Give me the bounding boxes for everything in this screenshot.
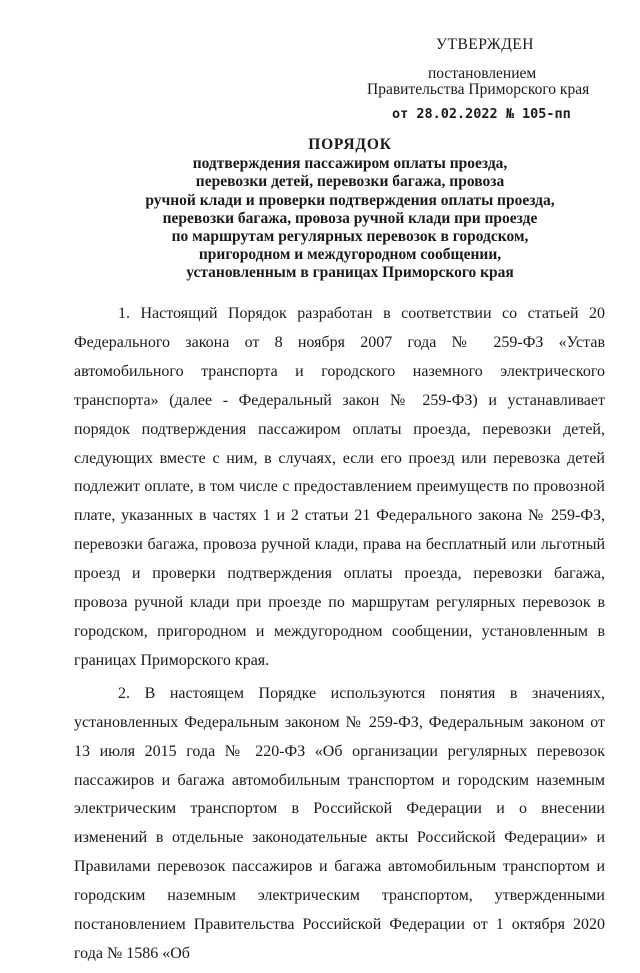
approval-stamp (0, 36, 640, 126)
heading-line: установленным в границах Приморского края (186, 264, 514, 282)
approval-date-number: от 28.02.2022 № 105-пп (392, 106, 571, 122)
heading-line: перевозки детей, перевозки багажа, провоза (195, 173, 505, 191)
approval-line-2: Правительства Приморского края (367, 81, 590, 98)
heading-line: ручной клади и проверки подтверждения оплаты проезда, (145, 191, 555, 209)
heading-line: подтверждения пассажиром оплаты проезда, (192, 155, 508, 173)
approval-line-1: постановлением (428, 65, 537, 82)
approval-title: УТВЕРЖДЕН (436, 36, 534, 53)
heading-line: по маршрутам регулярных перевозок в городском, (171, 228, 529, 246)
paragraph-2: 2. В настоящем Порядке используются понятия в значениях, установленных Федеральным законом № 259-ФЗ, Федеральным законом от 13 июля 2015 года № 220-ФЗ «Об организации регулярных перевозок пассажиров и багажа автомобильным транспортом и городским наземным электрическим транспортом в Российской Федерации и о внесении изменений в отдельные законодательные акты Российской Федерации» и Правилами перевозок пассажиров и багажа автомобильным транспортом и городским наземным электрическим транспортом, утвержденными постановлением Правительства Российской Федерации от 1 октября 2020 года № 1586 «Об (74, 684, 605, 962)
heading-title: ПОРЯДОК (308, 136, 392, 153)
paragraph-1: 1. Настоящий Порядок разработан в соответствии со статьей 20 Федерального закона от 8 ноября 2007 года № 259-ФЗ «Устав автомобильного транспорта и городского наземного электрического транспорта» (далее - Федеральный закон № 259-ФЗ) и устанавливает порядок подтверждения пассажиром оплаты проезда, перевозки детей, следующих вместе с ним, в случаях, если его проезд или перевозка детей подлежит оплате, в том числе с предоставлением преимуществ по провозной плате, указанных в частях 1 и 2 статьи 21 Федерального закона № 259-ФЗ, перевозки багажа, провоза ручной клади, права на бесплатный или льготный проезд и проверки подтверждения оплаты проезда, перевозки багажа, провоза ручной клади при проезде по маршрутам регулярных перевозок в городском, пригородном и междугородном сообщении, установленным в границах Приморского края. (74, 305, 605, 669)
heading-line: пригородном и междугородном сообщении, (198, 246, 502, 264)
heading-line: перевозки багажа, провоза ручной клади при проезде (162, 209, 538, 227)
document-heading (70, 136, 630, 283)
document-body (74, 300, 605, 973)
